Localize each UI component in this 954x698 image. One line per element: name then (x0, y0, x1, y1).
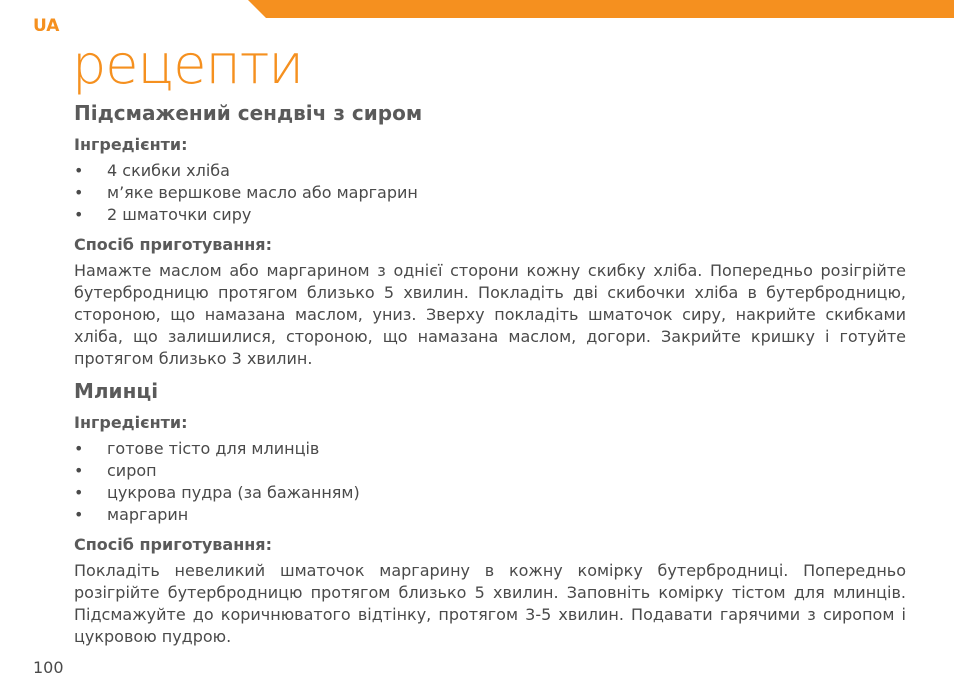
recipe-cheese-sandwich (74, 100, 906, 370)
header-accent-bar (248, 0, 954, 18)
method-label: Спосіб приготування: (74, 535, 272, 554)
method-text: Покладіть невеликий шматочок маргарину в кожну комірку бутербродниці. Попередньо розігрійте бутербродницю протягом близько 5 хвилин. Заповніть комірку тістом для млинців. Підсмажуйте до коричнюватого відтінку, протягом 3-5 хвилин. Подавати гарячими з сиропом і цукровою пудрою. (74, 561, 906, 646)
page-title: рецепти (72, 33, 303, 96)
ingredients-list (74, 438, 906, 526)
language-code: UA (33, 16, 60, 36)
recipe-pancakes (74, 378, 906, 648)
ingredient-item: • м’яке вершкове масло або маргарин (74, 182, 906, 204)
recipes-content (74, 100, 906, 654)
ingredient-item: • цукрова пудра (за бажанням) (74, 482, 906, 504)
page-number: 100 (33, 658, 64, 677)
ingredient-item: • 2 шматочки сиру (74, 204, 906, 226)
ingredients-list (74, 160, 906, 226)
recipe-title: Підсмажений сендвіч з сиром (74, 101, 423, 125)
ingredient-item: • сироп (74, 460, 906, 482)
ingredient-item: • 4 скибки хліба (74, 160, 906, 182)
method-label: Спосіб приготування: (74, 235, 272, 254)
ingredient-item: • маргарин (74, 504, 906, 526)
recipe-title: Млинці (74, 379, 159, 403)
ingredients-label: Інгредієнти: (74, 135, 188, 154)
ingredients-label: Інгредієнти: (74, 413, 188, 432)
method-text: Намажте маслом або маргарином з однієї сторони кожну скибку хліба. Попередньо розігрійте бутербродницю протягом близько 5 хвилин. Покладіть дві скибочки хліба в бутербродницю, стороною, що намазана маслом, униз. Зверху покладіть шматочок сиру, накрийте скибками хліба, що залишилися, стороною, що намазана маслом, догори. Закрийте кришку і готуйте протягом близько 3 хвилин. (74, 261, 906, 368)
ingredient-item: • готове тісто для млинців (74, 438, 906, 460)
